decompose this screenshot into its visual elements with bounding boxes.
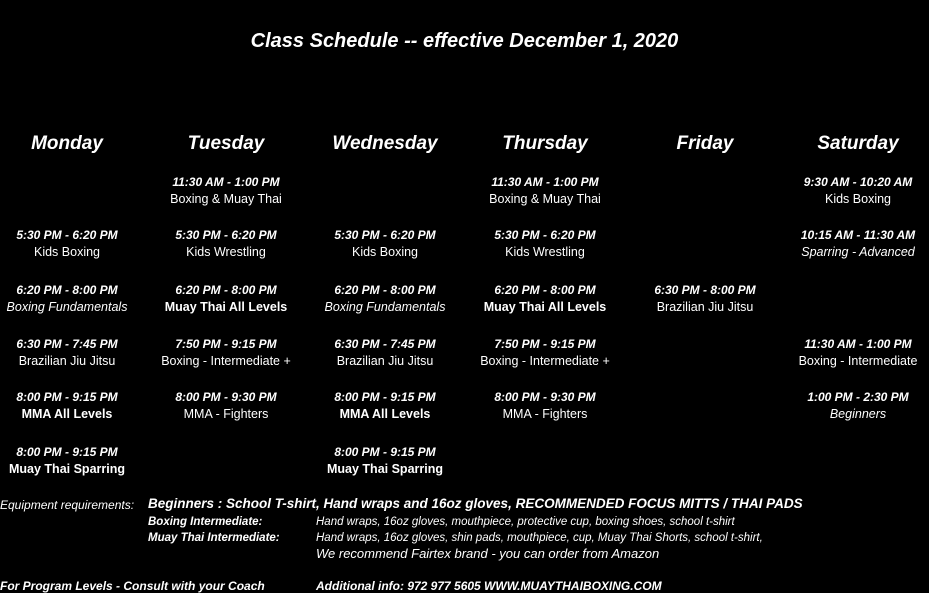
- class-name: MMA - Fighters: [502, 407, 588, 421]
- class-time: 6:30 PM - 7:45 PM: [16, 337, 118, 351]
- class-slot: [465, 174, 625, 208]
- class-slot: [465, 282, 625, 316]
- program-levels-note: For Program Levels - Consult with your Coach: [0, 579, 265, 593]
- day-header-tuesday: Tuesday: [187, 133, 265, 154]
- class-time: 8:00 PM - 9:30 PM: [494, 390, 596, 404]
- class-slot: [146, 389, 306, 423]
- class-slot: [146, 336, 306, 370]
- class-time: 6:20 PM - 8:00 PM: [494, 283, 596, 297]
- class-slot: [0, 336, 147, 370]
- class-name: Muay Thai All Levels: [164, 300, 288, 314]
- class-name: Boxing Fundamentals: [6, 300, 128, 314]
- class-name: Boxing & Muay Thai: [489, 192, 601, 206]
- class-time: 8:00 PM - 9:15 PM: [16, 390, 118, 404]
- class-name: Brazilian Jiu Jitsu: [336, 354, 434, 368]
- equipment-muaythai-label: Muay Thai Intermediate:: [148, 532, 280, 544]
- day-header-monday: Monday: [31, 133, 103, 154]
- class-time: 5:30 PM - 6:20 PM: [16, 228, 118, 242]
- class-name: MMA All Levels: [339, 407, 431, 421]
- class-name: Boxing & Muay Thai: [170, 192, 282, 206]
- class-name: Kids Wrestling: [505, 245, 585, 259]
- class-time: 9:30 AM - 10:20 AM: [803, 175, 913, 189]
- class-slot: [625, 282, 785, 316]
- class-name: MMA - Fighters: [183, 407, 269, 421]
- class-slot: [305, 336, 465, 370]
- class-time: 11:30 AM - 1:00 PM: [491, 175, 599, 189]
- equipment-beginners: Beginners : School T-shirt, Hand wraps and 16oz gloves, RECOMMENDED FOCUS MITTS / THAI PADS: [148, 496, 803, 511]
- class-name: Kids Wrestling: [186, 245, 266, 259]
- class-time: 8:00 PM - 9:30 PM: [175, 390, 277, 404]
- equipment-label: Equipment requirements:: [0, 498, 135, 512]
- class-slot: [778, 389, 929, 423]
- class-time: 5:30 PM - 6:20 PM: [334, 228, 436, 242]
- class-slot: [465, 389, 625, 423]
- class-name: Kids Boxing: [824, 192, 891, 206]
- class-time: 10:15 AM - 11:30 AM: [800, 228, 916, 242]
- class-slot: [0, 444, 147, 478]
- class-slot: [778, 174, 929, 208]
- class-name: MMA All Levels: [21, 407, 113, 421]
- day-header-wednesday: Wednesday: [332, 133, 438, 154]
- class-slot: [0, 282, 147, 316]
- class-name: Kids Boxing: [351, 245, 418, 259]
- equipment-muaythai-text: Hand wraps, 16oz gloves, shin pads, mouthpiece, cup, Muay Thai Shorts, school t-shirt,: [316, 532, 763, 544]
- class-time: 8:00 PM - 9:15 PM: [334, 445, 436, 459]
- equipment-recommendation: We recommend Fairtex brand - you can order from Amazon: [316, 546, 660, 561]
- class-time: 5:30 PM - 6:20 PM: [494, 228, 596, 242]
- class-name: Muay Thai All Levels: [483, 300, 607, 314]
- class-name: Boxing - Intermediate +: [480, 354, 610, 368]
- class-time: 6:20 PM - 8:00 PM: [16, 283, 118, 297]
- class-time: 6:30 PM - 8:00 PM: [654, 283, 756, 297]
- class-name: Brazilian Jiu Jitsu: [18, 354, 116, 368]
- class-slot: [146, 282, 306, 316]
- class-time: 5:30 PM - 6:20 PM: [175, 228, 277, 242]
- equipment-boxing-text: Hand wraps, 16oz gloves, mouthpiece, protective cup, boxing shoes, school t-shirt: [316, 516, 735, 528]
- class-slot: [0, 227, 147, 261]
- class-time: 6:20 PM - 8:00 PM: [334, 283, 436, 297]
- class-time: 7:50 PM - 9:15 PM: [175, 337, 277, 351]
- class-slot: [146, 174, 306, 208]
- class-name: Kids Boxing: [33, 245, 100, 259]
- class-time: 11:30 AM - 1:00 PM: [172, 175, 280, 189]
- class-slot: [305, 282, 465, 316]
- class-time: 6:30 PM - 7:45 PM: [334, 337, 436, 351]
- day-header-saturday: Saturday: [817, 133, 899, 154]
- class-name: Muay Thai Sparring: [9, 462, 125, 476]
- equipment-boxing-label: Boxing Intermediate:: [148, 516, 263, 528]
- class-name: Brazilian Jiu Jitsu: [656, 300, 754, 314]
- contact-info: Additional info: 972 977 5605 WWW.MUAYTHAIBOXING.COM: [316, 579, 662, 593]
- day-header-friday: Friday: [676, 133, 734, 154]
- class-slot: [778, 227, 929, 261]
- class-slot: [146, 227, 306, 261]
- class-time: 6:20 PM - 8:00 PM: [175, 283, 277, 297]
- class-slot: [465, 336, 625, 370]
- class-name: Boxing - Intermediate +: [161, 354, 291, 368]
- class-slot: [305, 389, 465, 423]
- class-name: Beginners: [829, 407, 887, 421]
- class-name: Boxing Fundamentals: [324, 300, 446, 314]
- class-slot: [778, 336, 929, 370]
- class-name: Muay Thai Sparring: [327, 462, 443, 476]
- class-time: 1:00 PM - 2:30 PM: [807, 390, 909, 404]
- day-header-thursday: Thursday: [502, 133, 588, 154]
- class-slot: [465, 227, 625, 261]
- class-slot: [305, 444, 465, 478]
- class-name: Boxing - Intermediate: [798, 354, 918, 368]
- page-title: Class Schedule -- effective December 1, 2020: [250, 30, 679, 52]
- class-time: 8:00 PM - 9:15 PM: [334, 390, 436, 404]
- class-time: 8:00 PM - 9:15 PM: [16, 445, 118, 459]
- class-name: Sparring - Advanced: [801, 245, 915, 259]
- class-slot: [305, 227, 465, 261]
- class-slot: [0, 389, 147, 423]
- class-time: 11:30 AM - 1:00 PM: [804, 337, 912, 351]
- class-time: 7:50 PM - 9:15 PM: [494, 337, 596, 351]
